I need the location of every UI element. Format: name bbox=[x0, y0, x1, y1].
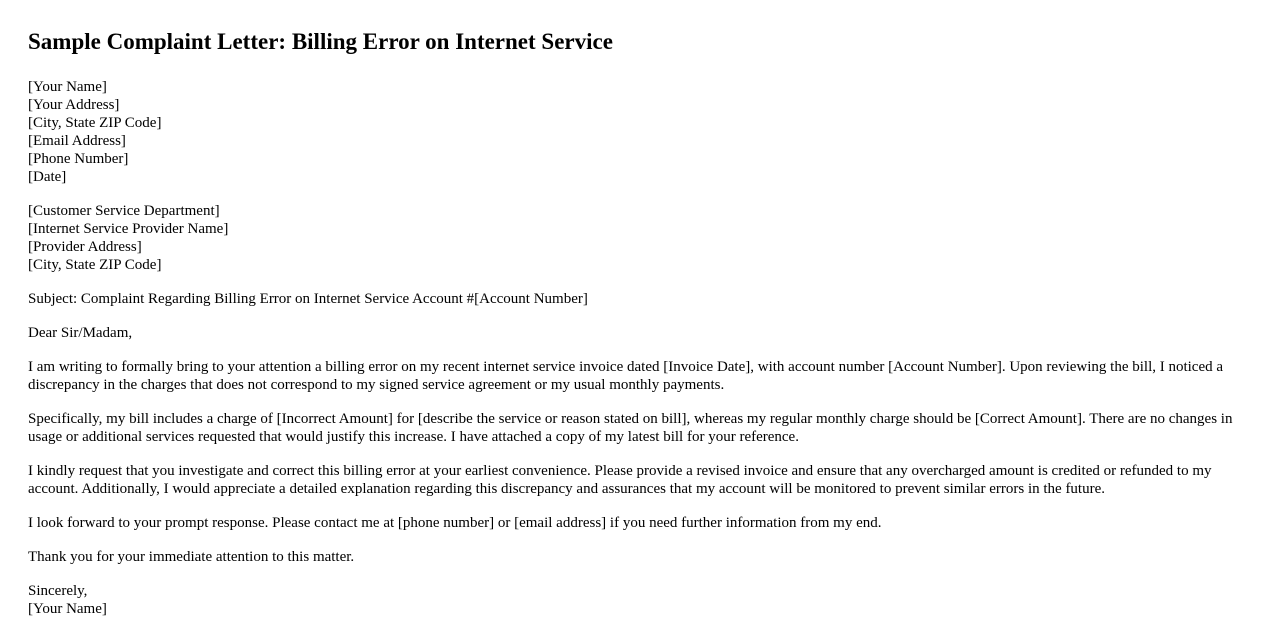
body-paragraph-4: I look forward to your prompt response. Please contact me at [phone number] or [email address] if you need further information from my end. bbox=[28, 515, 882, 531]
subject-line: Subject: Complaint Regarding Billing Error on Internet Service Account #[Account Number] bbox=[28, 291, 588, 307]
signature-name: [Your Name] bbox=[28, 601, 107, 617]
sender-name: [Your Name] bbox=[28, 79, 107, 95]
body-paragraph-5: Thank you for your immediate attention to this matter. bbox=[28, 549, 355, 565]
recipient-provider-name: [Internet Service Provider Name] bbox=[28, 221, 229, 237]
letter-date: [Date] bbox=[28, 169, 67, 185]
recipient-block bbox=[28, 202, 1250, 274]
sender-city-state-zip: [City, State ZIP Code] bbox=[28, 115, 162, 131]
recipient-city-state-zip: [City, State ZIP Code] bbox=[28, 257, 162, 273]
sender-phone: [Phone Number] bbox=[28, 151, 129, 167]
salutation: Dear Sir/Madam, bbox=[28, 325, 133, 341]
body-paragraph-1: I am writing to formally bring to your attention a billing error on my recent internet service invoice dated [Invoice Date], with account number [Account Number]. Upon reviewing the bill, I noticed a discrepancy in the charges that does not correspond to my signed service agreement or my usual monthly payments. bbox=[28, 359, 1224, 393]
body-paragraph-2: Specifically, my bill includes a charge of [Incorrect Amount] for [describe the service or reason stated on bill], whereas my regular monthly charge should be [Correct Amount]. There are no changes in usage or additional services requested that would justify this increase. I have attached a copy of my latest bill for your reference. bbox=[28, 411, 1233, 445]
sender-address: [Your Address] bbox=[28, 97, 120, 113]
body-paragraph-3: I kindly request that you investigate and correct this billing error at your earliest convenience. Please provide a revised invoice and ensure that any overcharged amount is credited or refunded to my account. Additionally, I would appreciate a detailed explanation regarding this discrepancy and assurances that my account will be monitored to prevent similar errors in the future. bbox=[28, 463, 1212, 497]
closing: Sincerely, bbox=[28, 583, 88, 599]
sender-block bbox=[28, 78, 1250, 186]
recipient-provider-address: [Provider Address] bbox=[28, 239, 142, 255]
closing-block bbox=[28, 582, 1250, 618]
sender-email: [Email Address] bbox=[28, 133, 126, 149]
page-title: Sample Complaint Letter: Billing Error on Internet Service bbox=[28, 29, 613, 54]
recipient-department: [Customer Service Department] bbox=[28, 203, 220, 219]
